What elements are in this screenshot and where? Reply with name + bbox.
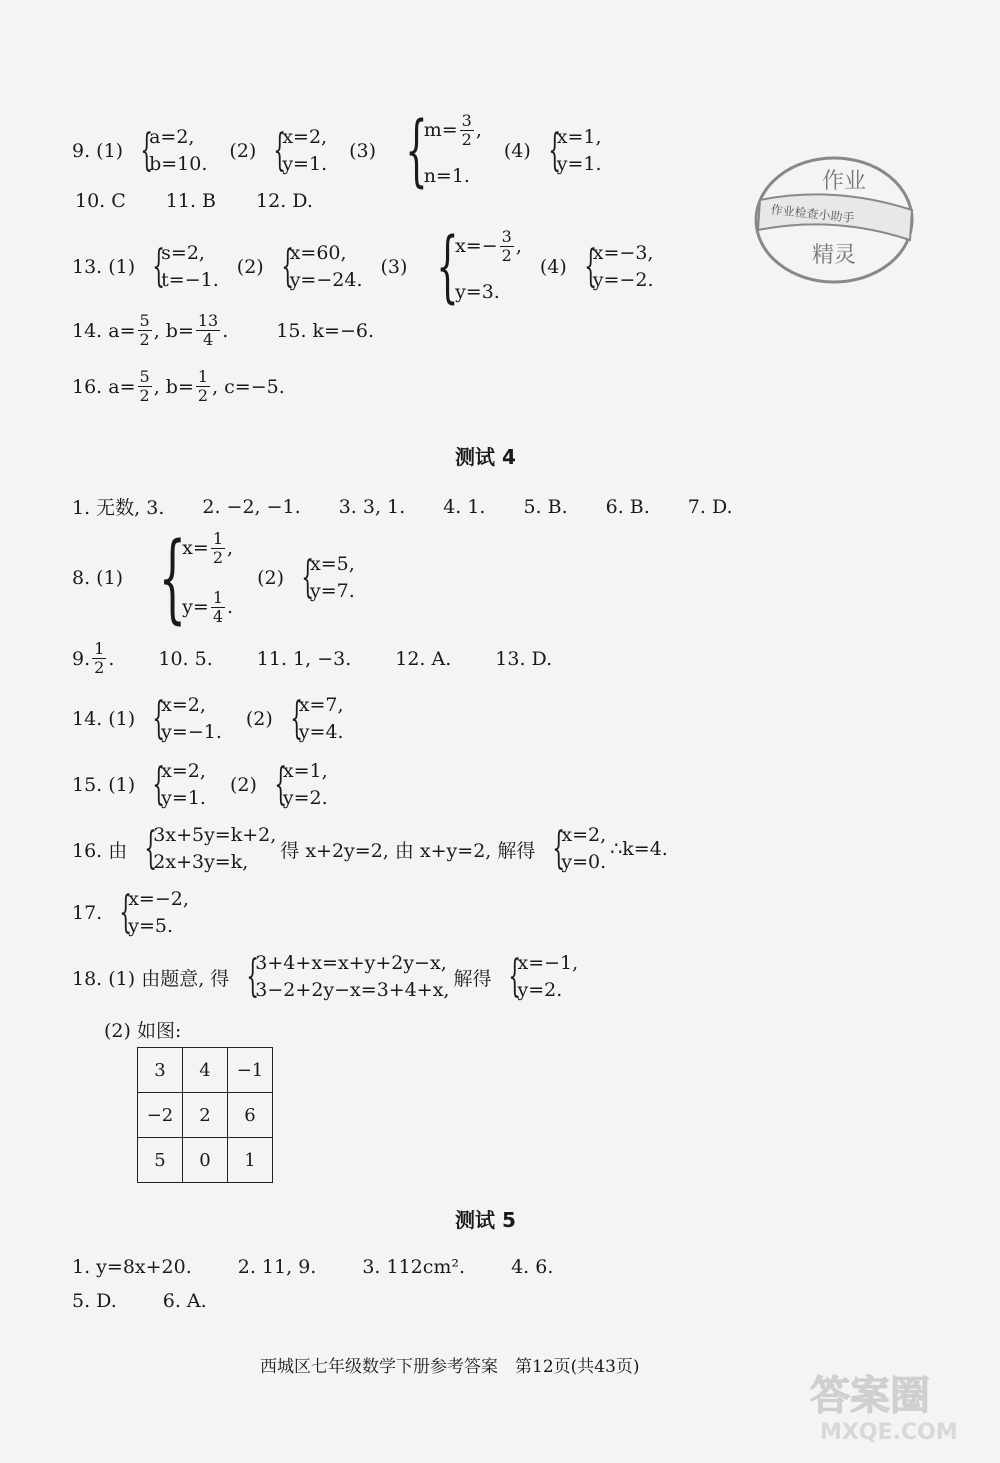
system: { 3x+5y=k+2, 2x+3y=k, — [144, 823, 277, 874]
cell: 4 — [183, 1048, 228, 1093]
test4-q18-part2: (2) 如图: — [104, 1020, 182, 1042]
system: { 3+4+x=x+y+2y−x, 3−2+2y−x=3+4+x, — [246, 951, 450, 1002]
test4-q8-line: 8. (1) { x= $\frac{1}{2}$ , y= $\frac{1}{4}$ . (2) { x=5, y=7. — [72, 522, 355, 634]
system: { x=2, y=0. — [552, 823, 607, 874]
q14-15-line: 14. a= $\frac{5}{2}$ , b= $\frac{13}{4}$ . 15. k=−6. — [72, 311, 375, 349]
test5-row2: 5. D. 6. A. — [72, 1290, 207, 1312]
fraction: $\frac{1}{2}$ — [212, 529, 223, 567]
test4-q8-system-1: { x= $\frac{1}{2}$ , y= $\frac{1}{4}$ . — [158, 522, 234, 634]
q11: 11. B — [165, 190, 217, 212]
fraction: $\frac{3}{2}$ — [461, 111, 472, 149]
system: { x=−2, y=5. — [119, 887, 189, 938]
q9-system-1: { a=2, b=10. — [140, 125, 208, 176]
test4-row9: 9. $\frac{1}{2}$ . 10. 5. 11. 1, −3. 12. A. 13. D. — [72, 639, 553, 677]
q12: 12. D. — [256, 190, 313, 212]
fraction: $\frac{5}{2}$ — [139, 367, 150, 405]
test4-q14-line: 14. (1) { x=2, y=−1. (2) { x=7, y=4. — [72, 693, 344, 744]
table-row — [138, 1048, 273, 1093]
cell: 3 — [138, 1048, 183, 1093]
cell: 2 — [183, 1093, 228, 1138]
watermark-text: 答案圈 — [810, 1373, 930, 1419]
stamp-middle-text: 作业检查小助手 — [770, 202, 856, 226]
q9-line: 9. (1) { a=2, b=10. (2) { x=2, y=1. (3) { m= $\frac{3}{2}$ , n=1. (4) { x=1, y=1. — [72, 106, 602, 196]
q13-system-2: { x=60, y=−24. — [281, 241, 363, 292]
stamp-top-text: 作业 — [822, 169, 867, 194]
q9-system-4: { x=1, y=1. — [548, 125, 602, 176]
fraction: $\frac{5}{2}$ — [139, 311, 150, 349]
q10: 10. C — [75, 190, 126, 212]
test4-q15-line: 15. (1) { x=2, y=1. (2) { x=1, y=2. — [72, 759, 328, 810]
q10-12-line — [75, 190, 313, 212]
magic-square-table — [137, 1047, 273, 1183]
fraction: $\frac{13}{4}$ — [197, 311, 219, 349]
q13-system-4: { x=−3, y=−2. — [584, 241, 654, 292]
system: { x=−1, y=2. — [508, 951, 579, 1002]
cell: 0 — [183, 1138, 228, 1183]
test4-row1: 1. 无数, 3. 2. −2, −1. 3. 3, 1. 4. 1. 5. B. 6. B. 7. D. — [72, 495, 733, 519]
system: { x=2, y=−1. — [152, 693, 222, 744]
test5-heading: 测试 5 — [455, 1208, 516, 1232]
test5-row1: 1. y=8x+20. 2. 11, 9. 3. 112cm². 4. 6. — [72, 1256, 554, 1278]
q13-system-3: { x=− $\frac{3}{2}$ , y=3. — [436, 222, 522, 312]
q13-system-1: { s=2, t=−1. — [152, 241, 219, 292]
test4-q16-line: 16. 由 { 3x+5y=k+2, 2x+3y=k, 得 x+2y=2, 由 x+y=2, 解得 { x=2, y=0. ∴k=4. — [72, 823, 668, 874]
cell: 1 — [228, 1138, 273, 1183]
q9-label: 9. (1) — [72, 140, 124, 162]
fraction: $\frac{1}{2}$ — [94, 639, 105, 677]
q13-line: 13. (1) { s=2, t=−1. (2) { x=60, y=−24. (3) { x=− $\frac{3}{2}$ , y=3. (4) { x=−3, y=−2. — [72, 222, 654, 312]
cell: 6 — [228, 1093, 273, 1138]
q15: 15. k=−6. — [276, 319, 375, 342]
system: { x=1, y=2. — [274, 759, 328, 810]
cell: 5 — [138, 1138, 183, 1183]
test4-q8-system-2: { x=5, y=7. — [301, 552, 355, 603]
q16-line: 16. a= $\frac{5}{2}$ , b= $\frac{1}{2}$ , c=−5. — [72, 367, 285, 405]
stamp-logo — [752, 150, 917, 290]
table-row — [138, 1093, 273, 1138]
system: { x=7, y=4. — [290, 693, 344, 744]
cell: −2 — [138, 1093, 183, 1138]
stamp-bottom-text: 精灵 — [812, 243, 857, 268]
fraction: $\frac{3}{2}$ — [501, 227, 512, 265]
table-row — [138, 1138, 273, 1183]
fraction: $\frac{1}{2}$ — [197, 367, 209, 405]
page-footer: 西城区七年级数学下册参考答案 第12页(共43页) — [260, 1357, 640, 1377]
test4-heading: 测试 4 — [455, 445, 516, 469]
watermark-logo — [800, 1363, 980, 1443]
test4-q18-line: 18. (1) 由题意, 得 { 3+4+x=x+y+2y−x, 3−2+2y−x=3+4+x, 解得 { x=−1, y=2. — [72, 951, 579, 1002]
q9-system-2: { x=2, y=1. — [273, 125, 328, 176]
q9-system-3: { m= $\frac{3}{2}$ , n=1. — [405, 106, 482, 196]
system: { x=2, y=1. — [152, 759, 206, 810]
fraction: $\frac{1}{4}$ — [212, 588, 224, 626]
test4-q17-line: 17. { x=−2, y=5. — [72, 887, 189, 938]
cell: −1 — [228, 1048, 273, 1093]
watermark-url: MXQE.COM — [820, 1420, 958, 1443]
